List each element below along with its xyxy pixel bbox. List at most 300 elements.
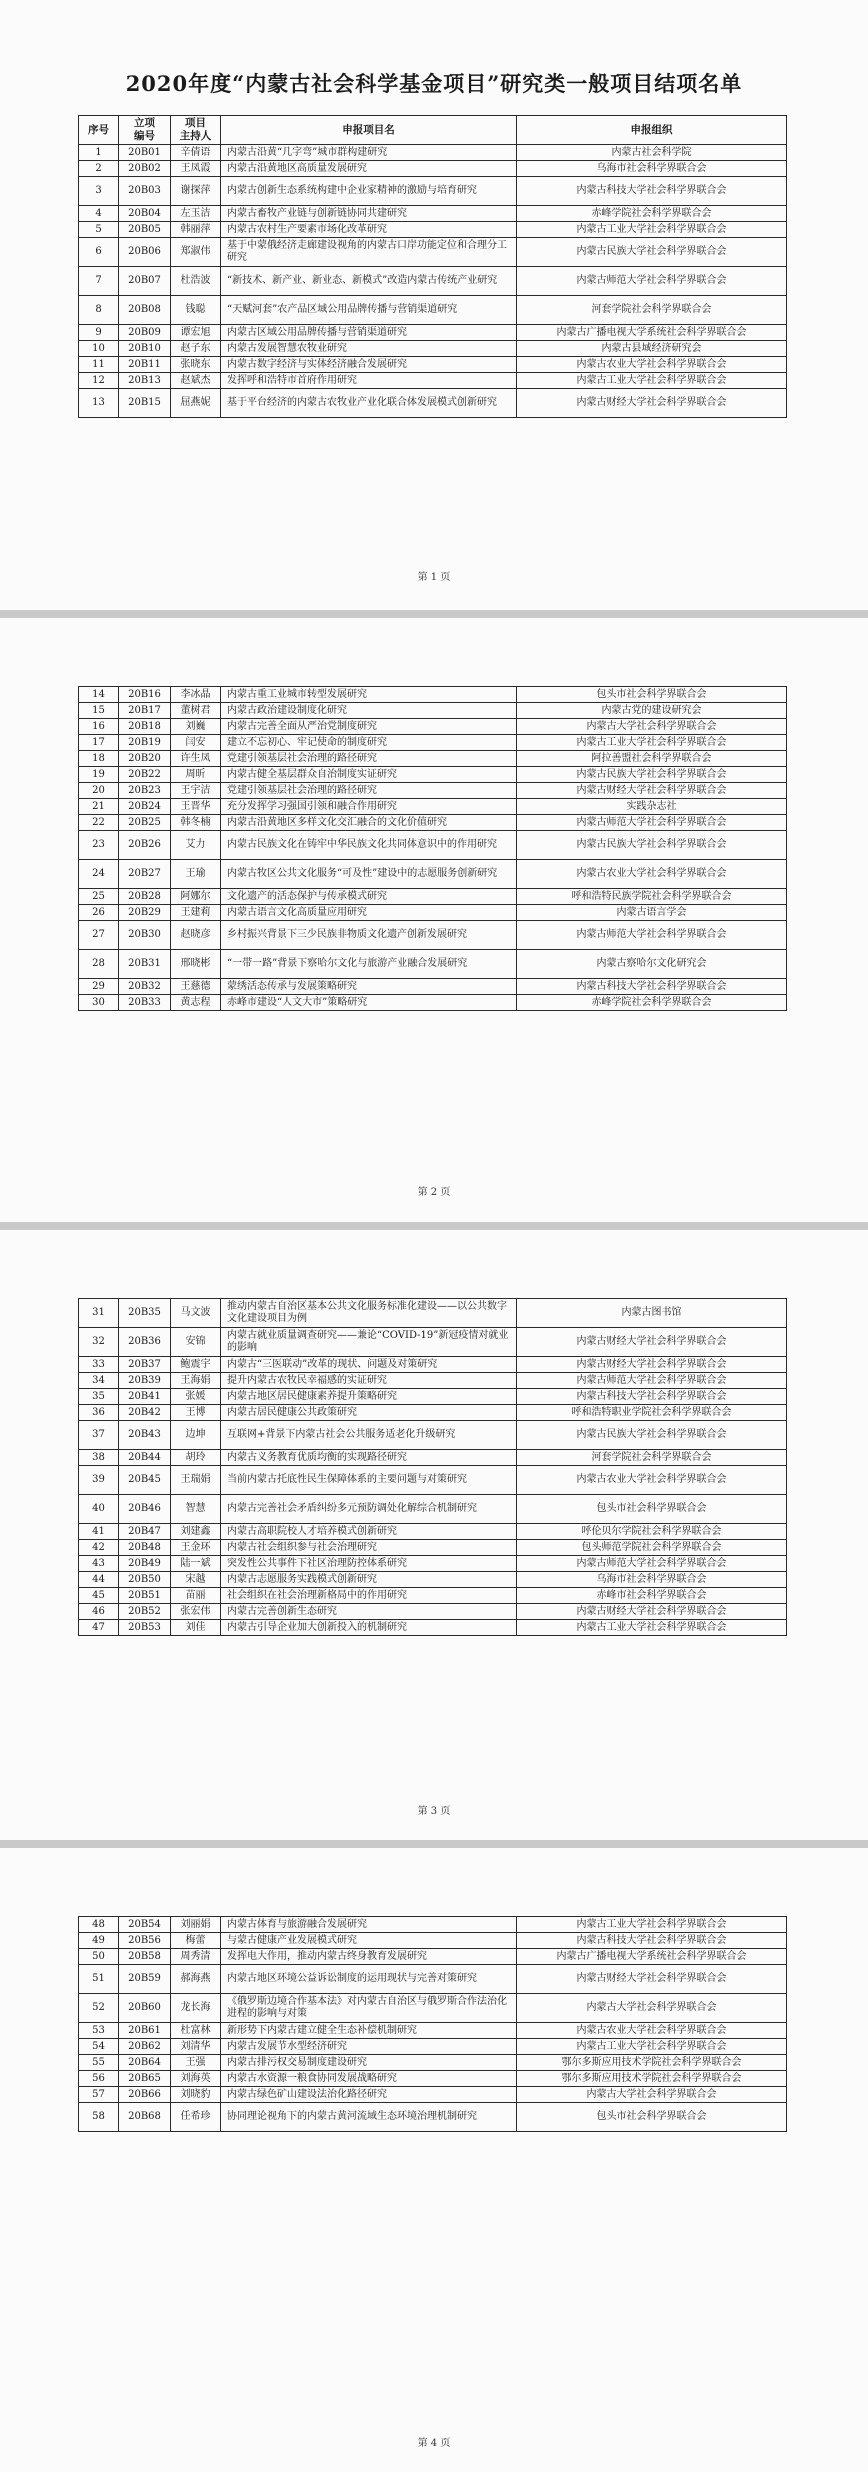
project-code: 20B05 — [119, 222, 171, 238]
project-org: 包头市社会科学界联合会 — [517, 2103, 787, 2132]
project-org: 内蒙古科技大学社会科学界联合会 — [517, 1933, 787, 1949]
table-row — [79, 1373, 787, 1389]
project-org: 内蒙古民族大学社会科学界联合会 — [517, 238, 787, 267]
table-body — [79, 145, 787, 418]
project-code: 20B11 — [119, 357, 171, 373]
project-code: 20B20 — [119, 751, 171, 767]
project-org: 包头市社会科学界联合会 — [517, 687, 787, 703]
row-number: 54 — [79, 2039, 119, 2055]
table-row — [79, 831, 787, 860]
project-host: 许生凤 — [171, 751, 221, 767]
project-org: 内蒙古财经大学社会科学界联合会 — [517, 1328, 787, 1357]
project-org: 内蒙古县域经济研究会 — [517, 341, 787, 357]
project-code: 20B01 — [119, 145, 171, 161]
project-code: 20B52 — [119, 1604, 171, 1620]
project-org: 内蒙古科技大学社会科学界联合会 — [517, 177, 787, 206]
project-org: 呼和浩特民族学院社会科学界联合会 — [517, 889, 787, 905]
project-name: 提升内蒙古农牧民幸福感的实证研究 — [221, 1373, 517, 1389]
project-name: 内蒙古完善全面从严治党制度研究 — [221, 719, 517, 735]
project-org: 内蒙古农业大学社会科学界联合会 — [517, 860, 787, 889]
row-number: 12 — [79, 373, 119, 389]
project-code: 20B43 — [119, 1421, 171, 1450]
project-name: 内蒙古社会组织参与社会治理研究 — [221, 1540, 517, 1556]
project-org: 内蒙古广播电视大学系统社会科学界联合会 — [517, 325, 787, 341]
project-name: “新技术、新产业、新业态、新模式”改造内蒙古传统产业研究 — [221, 267, 517, 296]
project-name: 互联网+背景下内蒙古社会公共服务适老化升级研究 — [221, 1421, 517, 1450]
project-name: 内蒙古语言文化高质量应用研究 — [221, 905, 517, 921]
row-number: 55 — [79, 2055, 119, 2071]
table-row — [79, 1389, 787, 1405]
project-host: 刘建鑫 — [171, 1524, 221, 1540]
project-org: 内蒙古工业大学社会科学界联合会 — [517, 735, 787, 751]
project-org: 内蒙古财经大学社会科学界联合会 — [517, 783, 787, 799]
project-org: 鄂尔多斯应用技术学院社会科学界联合会 — [517, 2055, 787, 2071]
row-number: 49 — [79, 1933, 119, 1949]
project-name: 内蒙古民族文化在铸牢中华民族文化共同体意识中的作用研究 — [221, 831, 517, 860]
table-row — [79, 1933, 787, 1949]
row-number: 58 — [79, 2103, 119, 2132]
header-code-line2: 编号 — [134, 130, 155, 142]
project-code: 20B04 — [119, 206, 171, 222]
table-row — [79, 1994, 787, 2023]
project-host: 闫安 — [171, 735, 221, 751]
row-number: 37 — [79, 1421, 119, 1450]
project-code: 20B19 — [119, 735, 171, 751]
project-name: 内蒙古就业质量调查研究——兼论“COVID-19”新冠疫情对就业的影响 — [221, 1328, 517, 1357]
row-number: 43 — [79, 1556, 119, 1572]
project-code: 20B42 — [119, 1405, 171, 1421]
header-host-line2: 主持人 — [179, 130, 212, 142]
project-org: 内蒙古广播电视大学系统社会科学界联合会 — [517, 1949, 787, 1965]
project-host: 王瑜 — [171, 860, 221, 889]
table-body — [79, 1299, 787, 1636]
project-code: 20B35 — [119, 1299, 171, 1328]
project-host: 刘海英 — [171, 2071, 221, 2087]
project-org: 赤峰学院社会科学界联合会 — [517, 995, 787, 1011]
project-host: 邢晓彬 — [171, 950, 221, 979]
project-name: 发挥呼和浩特市首府作用研究 — [221, 373, 517, 389]
project-host: 杜浩波 — [171, 267, 221, 296]
project-org: 内蒙古财经大学社会科学界联合会 — [517, 1965, 787, 1994]
project-org: 内蒙古工业大学社会科学界联合会 — [517, 1620, 787, 1636]
project-host: 刘丽娟 — [171, 1917, 221, 1933]
project-org: 内蒙古农业大学社会科学界联合会 — [517, 357, 787, 373]
project-table — [78, 686, 787, 1011]
project-host: 王慈德 — [171, 979, 221, 995]
project-org: 乌海市社会科学界联合会 — [517, 1572, 787, 1588]
row-number: 39 — [79, 1466, 119, 1495]
table-row — [79, 799, 787, 815]
table-row — [79, 2039, 787, 2055]
document-page-3 — [0, 1230, 868, 1840]
project-code: 20B66 — [119, 2087, 171, 2103]
table-row — [79, 1405, 787, 1421]
project-name: 与蒙古健康产业发展模式研究 — [221, 1933, 517, 1949]
project-name: 内蒙古政治建设制度化研究 — [221, 703, 517, 719]
row-number: 46 — [79, 1604, 119, 1620]
project-name: 突发性公共事件下社区治理防控体系研究 — [221, 1556, 517, 1572]
row-number: 1 — [79, 145, 119, 161]
project-name: 新形势下内蒙古建立健全生态补偿机制研究 — [221, 2023, 517, 2039]
table-body — [79, 687, 787, 1011]
project-name: 内蒙古引导企业加大创新投入的机制研究 — [221, 1620, 517, 1636]
project-code: 20B08 — [119, 296, 171, 325]
table-row — [79, 950, 787, 979]
table-row — [79, 783, 787, 799]
table-row — [79, 1466, 787, 1495]
table-row — [79, 357, 787, 373]
project-code: 20B68 — [119, 2103, 171, 2132]
project-org: 内蒙古科技大学社会科学界联合会 — [517, 1389, 787, 1405]
project-name: 内蒙古牧区公共文化服务“可及性”建设中的志愿服务创新研究 — [221, 860, 517, 889]
project-name: 社会组织在社会治理新格局中的作用研究 — [221, 1588, 517, 1604]
row-number: 15 — [79, 703, 119, 719]
project-org: 阿拉善盟社会科学界联合会 — [517, 751, 787, 767]
project-name: “天赋河套”农产品区域公用品牌传播与营销渠道研究 — [221, 296, 517, 325]
row-number: 21 — [79, 799, 119, 815]
row-number: 32 — [79, 1328, 119, 1357]
project-org: 内蒙古师范大学社会科学界联合会 — [517, 921, 787, 950]
project-org: 内蒙古农业大学社会科学界联合会 — [517, 2023, 787, 2039]
project-host: 董树君 — [171, 703, 221, 719]
project-host: 刘巍 — [171, 719, 221, 735]
project-name: 内蒙古重工业城市转型发展研究 — [221, 687, 517, 703]
project-code: 20B60 — [119, 1994, 171, 2023]
table-body — [79, 1917, 787, 2132]
project-name: 蒙绣活态传承与发展策略研究 — [221, 979, 517, 995]
project-code: 20B54 — [119, 1917, 171, 1933]
table-row — [79, 177, 787, 206]
row-number: 5 — [79, 222, 119, 238]
table-row — [79, 719, 787, 735]
project-name: 赤峰市建设“人文大市”策略研究 — [221, 995, 517, 1011]
table-row — [79, 1588, 787, 1604]
row-number: 22 — [79, 815, 119, 831]
row-number: 8 — [79, 296, 119, 325]
project-org: 河套学院社会科学界联合会 — [517, 1450, 787, 1466]
project-code: 20B06 — [119, 238, 171, 267]
table-row — [79, 1328, 787, 1357]
table-row — [79, 2055, 787, 2071]
project-code: 20B27 — [119, 860, 171, 889]
project-org: 包头市社会科学界联合会 — [517, 1495, 787, 1524]
project-code: 20B29 — [119, 905, 171, 921]
project-host: 王瑞娟 — [171, 1466, 221, 1495]
table-row — [79, 1299, 787, 1328]
project-host: 王金环 — [171, 1540, 221, 1556]
row-number: 3 — [79, 177, 119, 206]
page-number: 第 2 页 — [417, 1187, 451, 1198]
project-name: 内蒙古绿色矿山建设法治化路径研究 — [221, 2087, 517, 2103]
project-org: 内蒙古党的建设研究会 — [517, 703, 787, 719]
project-table — [78, 1916, 787, 2132]
project-host: 王宇洁 — [171, 783, 221, 799]
project-host: 辛倩语 — [171, 145, 221, 161]
project-host: 艾力 — [171, 831, 221, 860]
project-name: 内蒙古高职院校人才培养模式创新研究 — [221, 1524, 517, 1540]
project-host: 黄志程 — [171, 995, 221, 1011]
project-code: 20B50 — [119, 1572, 171, 1588]
project-org: 内蒙古大学社会科学界联合会 — [517, 719, 787, 735]
row-number: 31 — [79, 1299, 119, 1328]
project-org: 实践杂志社 — [517, 799, 787, 815]
project-name: 内蒙古沿黄地区多样文化交汇融合的文化价值研究 — [221, 815, 517, 831]
project-org: 内蒙古师范大学社会科学界联合会 — [517, 1373, 787, 1389]
row-number: 25 — [79, 889, 119, 905]
project-host: 任希珍 — [171, 2103, 221, 2132]
project-name: 内蒙古义务教育优质均衡的实现路径研究 — [221, 1450, 517, 1466]
project-name: 当前内蒙古托底性民生保障体系的主要问题与对策研究 — [221, 1466, 517, 1495]
project-name: 充分发挥学习强国引领和融合作用研究 — [221, 799, 517, 815]
project-org: 内蒙古民族大学社会科学界联合会 — [517, 1421, 787, 1450]
project-host: 张晓东 — [171, 357, 221, 373]
row-number: 51 — [79, 1965, 119, 1994]
project-org: 鄂尔多斯应用技术学院社会科学界联合会 — [517, 2071, 787, 2087]
table-row — [79, 341, 787, 357]
table-row — [79, 2103, 787, 2132]
row-number: 9 — [79, 325, 119, 341]
project-name: 内蒙古志愿服务实践模式创新研究 — [221, 1572, 517, 1588]
project-code: 20B41 — [119, 1389, 171, 1405]
header-host — [171, 116, 221, 145]
project-name: 内蒙古沿黄“几字弯”城市群构建研究 — [221, 145, 517, 161]
project-host: 鲍震宇 — [171, 1357, 221, 1373]
project-code: 20B17 — [119, 703, 171, 719]
table-row — [79, 905, 787, 921]
project-host: 王博 — [171, 1405, 221, 1421]
row-number: 45 — [79, 1588, 119, 1604]
project-code: 20B03 — [119, 177, 171, 206]
project-code: 20B51 — [119, 1588, 171, 1604]
project-code: 20B25 — [119, 815, 171, 831]
project-code: 20B22 — [119, 767, 171, 783]
project-code: 20B31 — [119, 950, 171, 979]
table-row — [79, 751, 787, 767]
project-name: 内蒙古区域公用品牌传播与营销渠道研究 — [221, 325, 517, 341]
project-org: 内蒙古工业大学社会科学界联合会 — [517, 1917, 787, 1933]
project-code: 20B32 — [119, 979, 171, 995]
row-number: 16 — [79, 719, 119, 735]
table-row — [79, 1965, 787, 1994]
project-org: 内蒙古大学社会科学界联合会 — [517, 2087, 787, 2103]
project-org: 内蒙古农业大学社会科学界联合会 — [517, 1466, 787, 1495]
project-code: 20B24 — [119, 799, 171, 815]
table-row — [79, 1620, 787, 1636]
project-name: 内蒙古居民健康公共政策研究 — [221, 1405, 517, 1421]
row-number: 57 — [79, 2087, 119, 2103]
table-row — [79, 1357, 787, 1373]
project-code: 20B53 — [119, 1620, 171, 1636]
row-number: 34 — [79, 1373, 119, 1389]
project-host: 刘清华 — [171, 2039, 221, 2055]
project-code: 20B02 — [119, 161, 171, 177]
table-row — [79, 2087, 787, 2103]
project-name: 内蒙古发展智慧农牧业研究 — [221, 341, 517, 357]
table-row — [79, 815, 787, 831]
project-code: 20B28 — [119, 889, 171, 905]
row-number: 2 — [79, 161, 119, 177]
table-row — [79, 860, 787, 889]
project-name: 内蒙古完善创新生态研究 — [221, 1604, 517, 1620]
row-number: 48 — [79, 1917, 119, 1933]
project-name: 发挥电大作用，推动内蒙古终身教育发展研究 — [221, 1949, 517, 1965]
project-host: 王凤霞 — [171, 161, 221, 177]
row-number: 6 — [79, 238, 119, 267]
table-row — [79, 889, 787, 905]
header-name: 申报项目名 — [221, 116, 517, 145]
project-host: 胡玲 — [171, 1450, 221, 1466]
table-row — [79, 373, 787, 389]
project-host: 王强 — [171, 2055, 221, 2071]
project-code: 20B39 — [119, 1373, 171, 1389]
project-org: 内蒙古工业大学社会科学界联合会 — [517, 2039, 787, 2055]
project-name: 内蒙古发展节水型经济研究 — [221, 2039, 517, 2055]
project-code: 20B44 — [119, 1450, 171, 1466]
project-org: 内蒙古师范大学社会科学界联合会 — [517, 267, 787, 296]
table-row — [79, 238, 787, 267]
project-code: 20B64 — [119, 2055, 171, 2071]
project-name: 内蒙古健全基层群众自治制度实证研究 — [221, 767, 517, 783]
table-row — [79, 1421, 787, 1450]
project-host: 郝海燕 — [171, 1965, 221, 1994]
table-row — [79, 145, 787, 161]
table-row — [79, 1540, 787, 1556]
project-name: 内蒙古体育与旅游融合发展研究 — [221, 1917, 517, 1933]
project-code: 20B10 — [119, 341, 171, 357]
project-code: 20B23 — [119, 783, 171, 799]
project-name: 内蒙古数字经济与实体经济融合发展研究 — [221, 357, 517, 373]
row-number: 47 — [79, 1620, 119, 1636]
project-name: 基于中蒙俄经济走廊建设视角的内蒙古口岸功能定位和合理分工研究 — [221, 238, 517, 267]
row-number: 10 — [79, 341, 119, 357]
project-org: 河套学院社会科学界联合会 — [517, 296, 787, 325]
row-number: 42 — [79, 1540, 119, 1556]
project-name: 内蒙古水资源一粮食协同发展战略研究 — [221, 2071, 517, 2087]
row-number: 29 — [79, 979, 119, 995]
row-number: 20 — [79, 783, 119, 799]
project-host: 王晋华 — [171, 799, 221, 815]
document-page-1 — [0, 0, 868, 610]
table-row — [79, 687, 787, 703]
row-number: 53 — [79, 2023, 119, 2039]
table-row — [79, 979, 787, 995]
project-code: 20B15 — [119, 389, 171, 418]
row-number: 50 — [79, 1949, 119, 1965]
project-name: 内蒙古创新生态系统构建中企业家精神的激励与培育研究 — [221, 177, 517, 206]
project-name: 内蒙古地区居民健康素养提升策略研究 — [221, 1389, 517, 1405]
project-code: 20B37 — [119, 1357, 171, 1373]
project-host: 左玉洁 — [171, 206, 221, 222]
project-host: 郑淑伟 — [171, 238, 221, 267]
project-code: 20B16 — [119, 687, 171, 703]
header-host-line1: 项目 — [185, 117, 206, 129]
project-name: 文化遗产的活态保护与传承模式研究 — [221, 889, 517, 905]
project-host: 宋越 — [171, 1572, 221, 1588]
row-number: 23 — [79, 831, 119, 860]
project-host: 张宏伟 — [171, 1604, 221, 1620]
project-code: 20B30 — [119, 921, 171, 950]
project-name: 内蒙古沿黄地区高质量发展研究 — [221, 161, 517, 177]
project-org: 呼伦贝尔学院社会科学界联合会 — [517, 1524, 787, 1540]
project-host: 谢探萍 — [171, 177, 221, 206]
project-host: 赵子东 — [171, 341, 221, 357]
project-code: 20B56 — [119, 1933, 171, 1949]
row-number: 13 — [79, 389, 119, 418]
project-code: 20B09 — [119, 325, 171, 341]
header-code — [119, 116, 171, 145]
table-row — [79, 161, 787, 177]
header-org: 申报组织 — [517, 116, 787, 145]
table-row — [79, 222, 787, 238]
page-number: 第 4 页 — [417, 2438, 451, 2449]
document-page-2 — [0, 618, 868, 1222]
project-host: 李冰晶 — [171, 687, 221, 703]
project-org: 内蒙古大学社会科学界联合会 — [517, 1994, 787, 2023]
table-row — [79, 1949, 787, 1965]
project-host: 王建莉 — [171, 905, 221, 921]
row-number: 11 — [79, 357, 119, 373]
project-name: 乡村振兴背景下三少民族非物质文化遗产创新发展研究 — [221, 921, 517, 950]
project-org: 呼和浩特职业学院社会科学界联合会 — [517, 1405, 787, 1421]
project-org: 内蒙古师范大学社会科学界联合会 — [517, 1556, 787, 1572]
project-name: 《俄罗斯边境合作基本法》对内蒙古自治区与俄罗斯合作法治化进程的影响与对策 — [221, 1994, 517, 2023]
table-row — [79, 735, 787, 751]
row-number: 7 — [79, 267, 119, 296]
table-row — [79, 1450, 787, 1466]
table-row — [79, 1572, 787, 1588]
project-table — [78, 1298, 787, 1636]
project-code: 20B62 — [119, 2039, 171, 2055]
project-org: 内蒙古财经大学社会科学界联合会 — [517, 389, 787, 418]
project-code: 20B36 — [119, 1328, 171, 1357]
row-number: 44 — [79, 1572, 119, 1588]
header-no: 序号 — [79, 116, 119, 145]
row-number: 33 — [79, 1357, 119, 1373]
project-org: 内蒙古工业大学社会科学界联合会 — [517, 222, 787, 238]
project-host: 钱聪 — [171, 296, 221, 325]
project-code: 20B48 — [119, 1540, 171, 1556]
project-host: 刘佳 — [171, 1620, 221, 1636]
table-row — [79, 703, 787, 719]
project-host: 梅蕾 — [171, 1933, 221, 1949]
project-org: 内蒙古语言学会 — [517, 905, 787, 921]
row-number: 35 — [79, 1389, 119, 1405]
project-name: “一带一路”背景下察哈尔文化与旅游产业融合发展研究 — [221, 950, 517, 979]
project-host: 智慧 — [171, 1495, 221, 1524]
page-number: 第 1 页 — [417, 572, 451, 583]
project-host: 周昕 — [171, 767, 221, 783]
table-row — [79, 1524, 787, 1540]
project-org: 包头师范学院社会科学界联合会 — [517, 1540, 787, 1556]
project-code: 20B26 — [119, 831, 171, 860]
project-name: 基于平台经济的内蒙古农牧业产业化联合体发展模式创新研究 — [221, 389, 517, 418]
table-row — [79, 995, 787, 1011]
table-row — [79, 1556, 787, 1572]
project-name: 内蒙古畜牧产业链与创新链协同共建研究 — [221, 206, 517, 222]
row-number: 41 — [79, 1524, 119, 1540]
row-number: 17 — [79, 735, 119, 751]
project-code: 20B46 — [119, 1495, 171, 1524]
row-number: 52 — [79, 1994, 119, 2023]
project-code: 20B45 — [119, 1466, 171, 1495]
table-row — [79, 2071, 787, 2087]
project-name: 内蒙古完善社会矛盾纠纷多元预防调处化解综合机制研究 — [221, 1495, 517, 1524]
project-org: 乌海市社会科学界联合会 — [517, 161, 787, 177]
project-host: 韩冬楠 — [171, 815, 221, 831]
project-name: 党建引领基层社会治理的路径研究 — [221, 751, 517, 767]
project-name: 内蒙古“三医联动”改革的现状、问题及对策研究 — [221, 1357, 517, 1373]
project-org: 内蒙古图书馆 — [517, 1299, 787, 1328]
